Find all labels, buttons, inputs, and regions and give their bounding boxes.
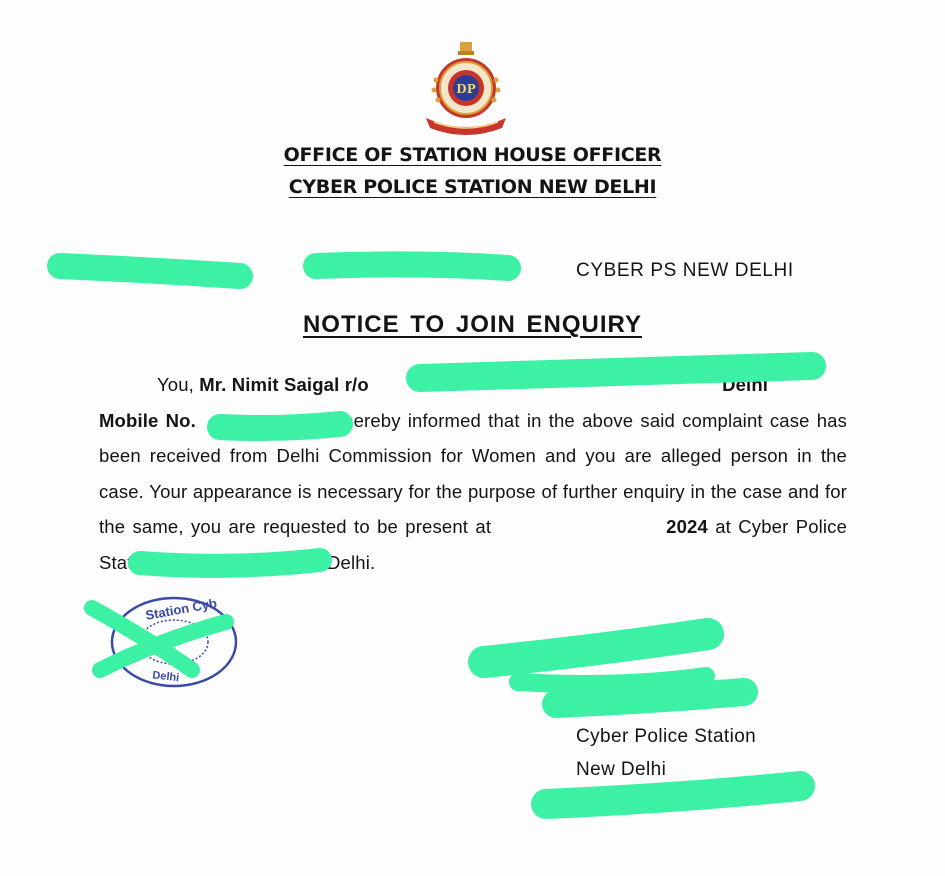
stamp-arc-text: Station Cyb	[144, 595, 218, 623]
address-place-tail: Delhi	[722, 374, 769, 395]
redaction-officer-name	[556, 692, 744, 704]
signature-line2: New Delhi	[576, 759, 667, 780]
office-header-line2: CYBER POLICE STATION NEW DELHI	[288, 176, 657, 198]
signature-line1: Cyber Police Station	[576, 726, 757, 747]
signature-block	[576, 720, 756, 786]
redaction-ref-middle	[316, 264, 508, 268]
office-header-line1: OFFICE OF STATION HOUSE OFFICER	[283, 144, 662, 166]
redaction-signature	[484, 634, 708, 662]
reference-station: CYBER PS NEW DELHI	[576, 260, 794, 281]
salutation-lead: You,	[157, 374, 200, 395]
notice-body-text: hereby informed that in the above said complaint case has been received from Delhi Commission for Women and you are alleged person in the case. Your appearance is necessary for the purpose of further enquiry in the case and for the same, you are requested to be present at	[99, 409, 848, 538]
notice-body	[99, 367, 847, 581]
redaction-officer-mobile	[546, 786, 800, 804]
police-station-stamp	[108, 594, 240, 690]
police-emblem-icon	[416, 40, 516, 136]
redaction-rank	[518, 676, 706, 684]
date-year: 2024	[666, 516, 708, 538]
venue-text: at Cyber Police Station, Mandir Marg, New Delhi.	[99, 516, 848, 573]
notice-title: NOTICE TO JOIN ENQUIRY	[302, 311, 643, 338]
addressee-name: Mr. Nimit Saigal r/o	[199, 374, 369, 395]
stamp-bottom-text: Delhi	[151, 669, 180, 685]
redaction-ref-left	[60, 266, 240, 276]
svg-text:DP: DP	[456, 82, 476, 96]
mobile-label: Mobile No.	[99, 409, 196, 431]
